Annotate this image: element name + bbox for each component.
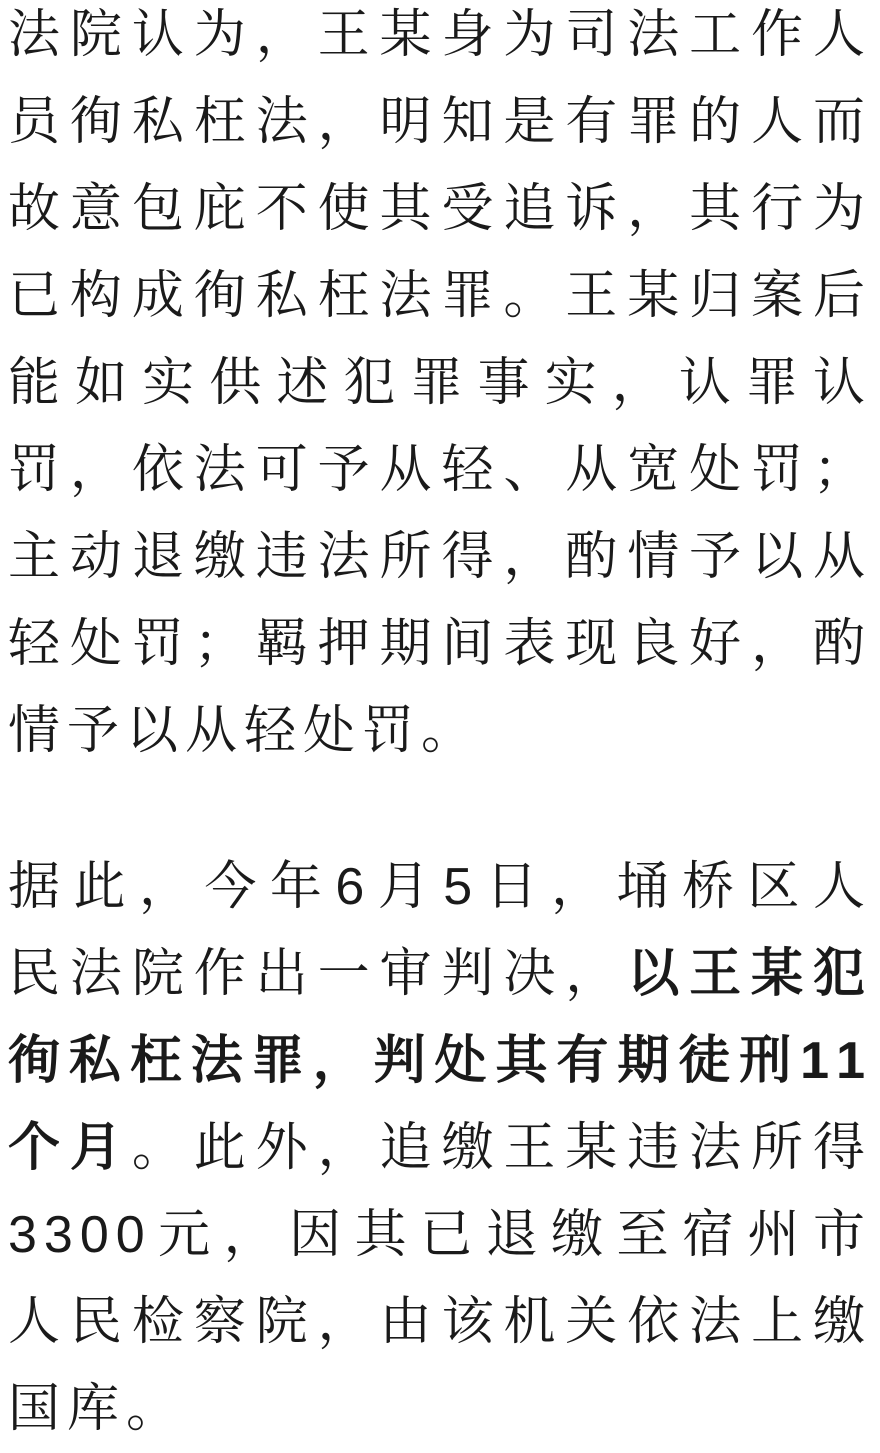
text-line: 情予以从轻处罚。 (8, 702, 481, 760)
text-line (8, 1105, 872, 1192)
paragraph-court-opinion (8, 0, 872, 775)
text-line: 据此，今年6月5日，埇桥区人 (8, 858, 872, 916)
text-line: 轻处罚；羁押期间表现良好，酌 (8, 615, 872, 673)
text-line: 员徇私枉法，明知是有罪的人而 (8, 93, 872, 151)
text-line (8, 931, 872, 1018)
text-line: 3300元，因其已退缴至宿州市 (8, 1206, 872, 1264)
text-line: 已构成徇私枉法罪。王某归案后 (8, 267, 872, 325)
text-line: 主动退缴违法所得，酌情予以从 (8, 528, 872, 586)
text-line: 法院认为，王某身为司法工作人 (8, 6, 872, 64)
text-line: 能如实供述犯罪事实，认罪认 (8, 354, 872, 412)
text-segment: 。此外，追缴王某违法所得 (131, 1119, 872, 1177)
text-segment-bold: 以王某犯 (627, 945, 872, 1003)
text-line: 国库。 (8, 1380, 186, 1438)
text-line: 故意包庇不使其受追诉，其行为 (8, 180, 872, 238)
text-segment-bold: 徇私枉法罪，判处其有期徒刑11 (8, 1032, 872, 1090)
text-segment-bold: 个月 (8, 1119, 132, 1177)
text-line: 罚，依法可予从轻、从宽处罚； (8, 441, 872, 499)
text-line (8, 1018, 872, 1105)
paragraph-verdict (8, 844, 872, 1453)
text-line: 人民检察院，由该机关依法上缴 (8, 1293, 872, 1351)
text-segment: 民法院作出一审判决， (8, 945, 628, 1003)
